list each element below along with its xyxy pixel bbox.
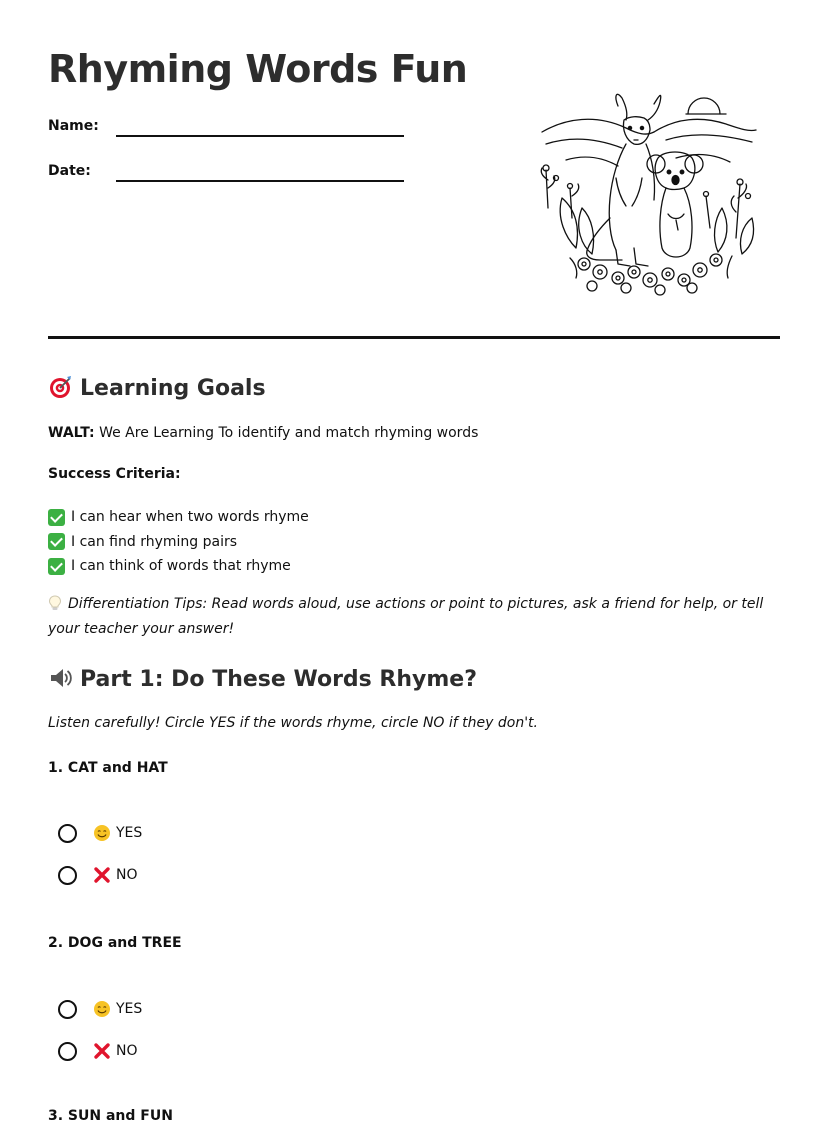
check-mark-icon <box>48 558 65 575</box>
walt-text: We Are Learning To identify and match rhyming words <box>99 425 479 441</box>
part1-title: Part 1: Do These Words Rhyme? <box>80 667 477 692</box>
question-2-no-option[interactable] <box>58 1039 138 1063</box>
radio-circle[interactable] <box>58 866 77 885</box>
yes-label: YES <box>116 825 143 841</box>
date-label: Date: <box>48 163 91 179</box>
part1-instructions: Listen carefully! Circle YES if the words rhyme, circle NO if they don't. <box>48 715 538 731</box>
list-item <box>48 530 309 555</box>
name-field <box>48 118 408 142</box>
date-input-line[interactable] <box>116 180 404 182</box>
differentiation-tip <box>48 592 780 642</box>
cross-mark-icon <box>93 1042 111 1060</box>
check-mark-icon <box>48 533 65 550</box>
success-criteria-list <box>48 505 309 579</box>
name-input-line[interactable] <box>116 135 404 137</box>
smiling-face-icon <box>93 824 111 842</box>
question-1-label: 1. CAT and HAT <box>48 760 168 776</box>
criteria-text: I can hear when two words rhyme <box>71 509 309 526</box>
smiling-face-icon <box>93 1000 111 1018</box>
speaker-icon <box>48 666 74 690</box>
criteria-text: I can think of words that rhyme <box>71 558 291 575</box>
date-field <box>48 163 408 187</box>
learning-goals-heading <box>48 375 266 401</box>
walt-statement <box>48 425 478 441</box>
list-item <box>48 505 309 530</box>
part1-heading <box>48 666 477 692</box>
criteria-text: I can find rhyming pairs <box>71 533 238 550</box>
question-3-label: 3. SUN and FUN <box>48 1108 173 1124</box>
question-1-yes-option[interactable] <box>58 821 142 845</box>
radio-circle[interactable] <box>58 824 77 843</box>
worksheet-title: Rhyming Words Fun <box>48 47 468 91</box>
lightbulb-icon <box>48 595 62 611</box>
radio-circle[interactable] <box>58 1042 77 1061</box>
tip-text: Differentiation Tips: Read words aloud, use actions or point to pictures, ask a friend for help, or tell your teacher your answer! <box>48 596 764 637</box>
walt-label: WALT: <box>48 425 95 441</box>
name-label: Name: <box>48 118 99 134</box>
no-label: NO <box>116 867 138 883</box>
yes-label: YES <box>116 1001 143 1017</box>
no-label: NO <box>116 1043 138 1059</box>
kangaroo-koala-illustration <box>526 88 766 298</box>
radio-circle[interactable] <box>58 1000 77 1019</box>
question-2-yes-option[interactable] <box>58 997 142 1021</box>
check-mark-icon <box>48 509 65 526</box>
question-2-label: 2. DOG and TREE <box>48 935 182 951</box>
cross-mark-icon <box>93 866 111 884</box>
learning-goals-title: Learning Goals <box>80 376 266 401</box>
success-criteria-label: Success Criteria: <box>48 466 181 482</box>
list-item <box>48 554 309 579</box>
header-divider <box>48 336 780 339</box>
question-1-no-option[interactable] <box>58 863 138 887</box>
target-icon <box>48 375 74 399</box>
